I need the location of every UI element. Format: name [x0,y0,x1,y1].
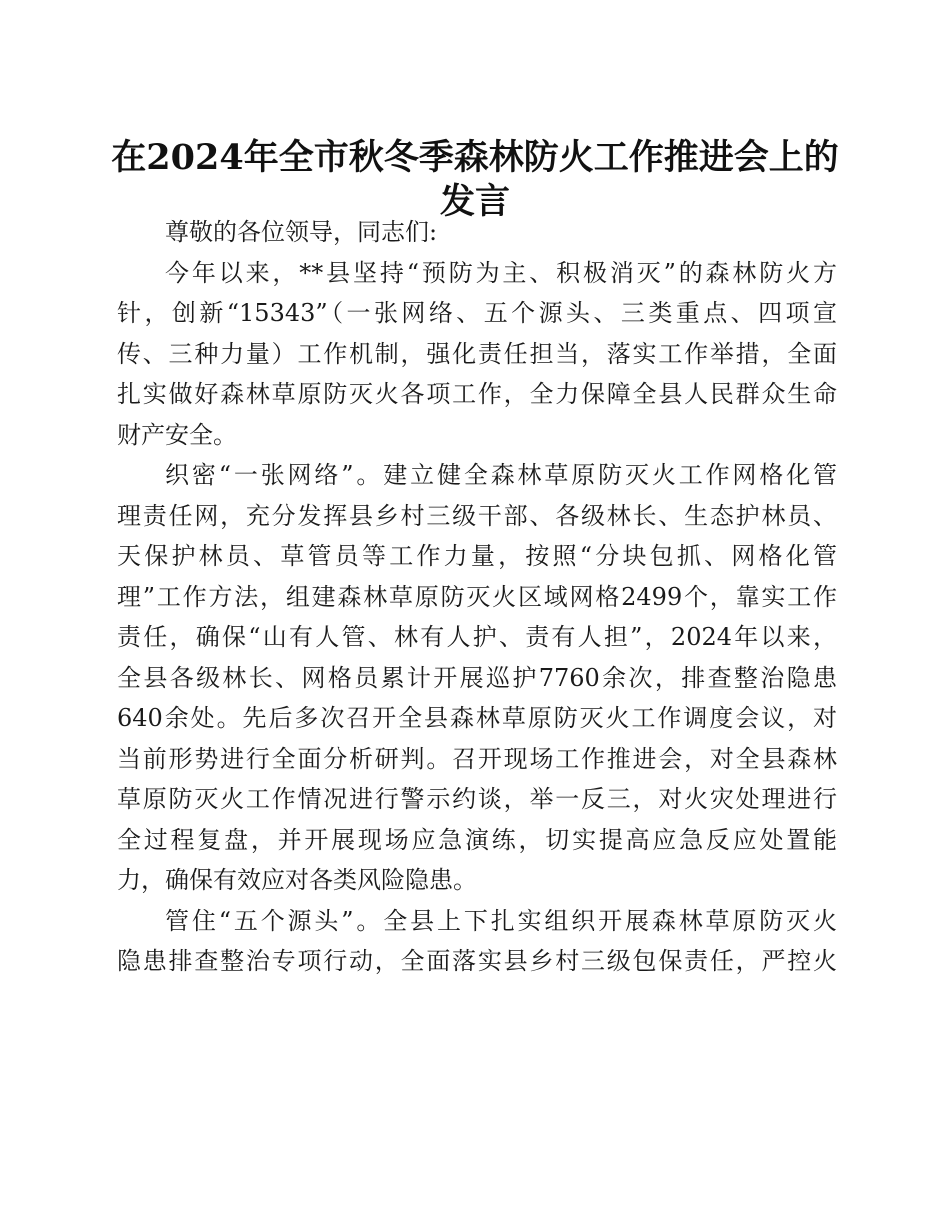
body-line: 天保护林员、草管员等工作力量，按照“分块包抓、网格化管 [117,542,837,570]
document-title-line-2: 发言 [439,181,510,222]
body-line: 财产安全。 [117,420,237,449]
body-line: 管住“五个源头”。全县上下扎实组织开展森林草原防灭火 [165,906,837,935]
body-line: 扎实做好森林草原防灭火各项工作，全力保障全县人民群众生命 [117,380,837,408]
salutation-line: 尊敬的各位领导，同志们: [165,218,438,246]
body-line: 力，确保有效应对各类风险隐患。 [117,866,477,894]
body-line: 责任，确保“山有人管、林有人护、责有人担”，2024年以来， [117,623,837,651]
document-title-line-1: 在2024年全市秋冬季森林防火工作推进会上的 [111,137,839,178]
body-line: 织密“一张网络”。建立健全森林草原防灭火工作网格化管 [165,461,837,489]
body-line: 隐患排查整治专项行动，全面落实县乡村三级包保责任，严控火 [117,947,837,975]
body-line: 理”工作方法，组建森林草原防灭火区域网格2499个，靠实工作 [117,582,837,611]
document-body [117,212,837,982]
body-line: 全过程复盘，并开展现场应急演练，切实提高应急反应处置能 [117,825,837,854]
body-line: 当前形势进行全面分析研判。召开现场工作推进会，对全县森林 [117,744,837,773]
body-line: 640余处。先后多次召开全县森林草原防灭火工作调度会议，对 [117,704,837,732]
body-line: 全县各级林长、网格员累计开展巡护7760余次，排查整治隐患 [117,663,837,692]
body-line: 传、三种力量）工作机制，强化责任担当，落实工作举措，全面 [117,339,837,368]
body-line: 今年以来，**县坚持“预防为主、积极消灭”的森林防火方 [165,258,837,287]
body-line: 针，创新“15343”（一张网络、五个源头、三类重点、四项宣 [117,299,837,327]
body-line: 理责任网，充分发挥县乡村三级干部、各级林长、生态护林员、 [117,501,837,530]
body-line: 草原防灭火工作情况进行警示约谈，举一反三，对火灾处理进行 [117,785,837,813]
